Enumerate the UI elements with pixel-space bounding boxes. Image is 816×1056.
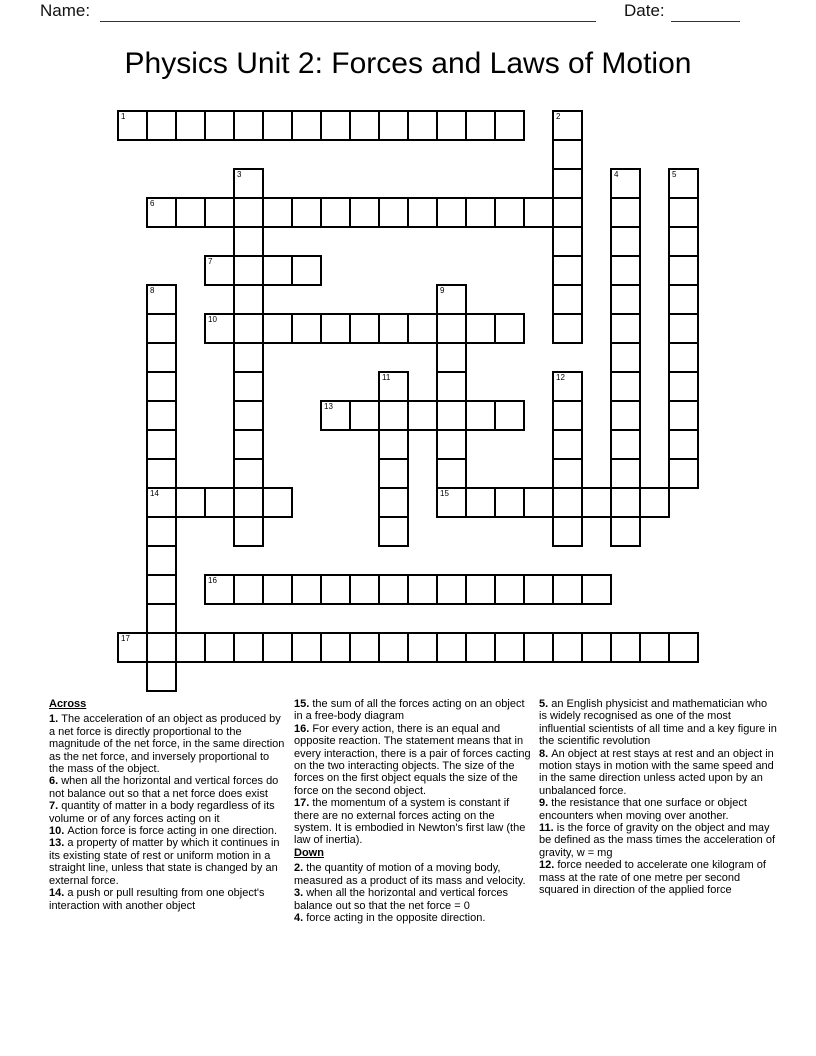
crossword-cell[interactable] bbox=[668, 197, 699, 228]
crossword-cell[interactable] bbox=[378, 516, 409, 547]
crossword-cell[interactable] bbox=[233, 574, 264, 605]
crossword-cell[interactable] bbox=[523, 632, 554, 663]
crossword-cell[interactable] bbox=[407, 313, 438, 344]
crossword-cell[interactable] bbox=[552, 139, 583, 170]
crossword-cell[interactable] bbox=[146, 110, 177, 141]
clue-list-number: 4. bbox=[294, 911, 307, 924]
clue-list-number: 17. bbox=[294, 797, 313, 810]
crossword-cell[interactable] bbox=[465, 632, 496, 663]
crossword-cell[interactable] bbox=[610, 429, 641, 460]
crossword-cell[interactable] bbox=[581, 487, 612, 518]
crossword-cell[interactable] bbox=[610, 458, 641, 489]
down-heading: Down bbox=[294, 846, 324, 859]
crossword-cell[interactable] bbox=[378, 400, 409, 431]
crossword-cell[interactable] bbox=[291, 255, 322, 286]
crossword-cell[interactable] bbox=[349, 632, 380, 663]
crossword-cell[interactable] bbox=[233, 255, 264, 286]
crossword-cell[interactable] bbox=[233, 400, 264, 431]
crossword-cell[interactable] bbox=[291, 110, 322, 141]
crossword-cell[interactable] bbox=[146, 487, 177, 518]
clue-list-number: 11. bbox=[539, 822, 557, 835]
crossword-cell[interactable] bbox=[436, 400, 467, 431]
crossword-cell[interactable] bbox=[407, 574, 438, 605]
crossword-cell[interactable] bbox=[146, 371, 177, 402]
crossword-cell[interactable] bbox=[378, 197, 409, 228]
crossword-cell[interactable] bbox=[291, 197, 322, 228]
crossword-cell[interactable] bbox=[407, 400, 438, 431]
crossword-cell[interactable] bbox=[668, 632, 699, 663]
crossword-cell[interactable] bbox=[552, 516, 583, 547]
crossword-cell[interactable] bbox=[465, 574, 496, 605]
crossword-cell[interactable] bbox=[668, 342, 699, 373]
crossword-cell[interactable] bbox=[610, 487, 641, 518]
crossword-cell[interactable] bbox=[233, 632, 264, 663]
crossword-cell[interactable] bbox=[262, 110, 293, 141]
crossword-cell[interactable] bbox=[407, 632, 438, 663]
crossword-cell[interactable] bbox=[146, 516, 177, 547]
clue-item: 17. the momentum of a system is constant if there are no external forces acting on the system. It is embodied in Newton's first law (the law of inertia). bbox=[294, 797, 526, 847]
clue-item: 11. is the force of gravity on the object and may be defined as the mass times the acceleration of gravity, w = mg bbox=[539, 822, 776, 859]
crossword-cell[interactable] bbox=[668, 168, 699, 199]
crossword-cell[interactable] bbox=[465, 400, 496, 431]
crossword-cell[interactable] bbox=[494, 632, 525, 663]
crossword-cell[interactable] bbox=[668, 371, 699, 402]
crossword-cell[interactable] bbox=[320, 313, 351, 344]
crossword-cell[interactable] bbox=[552, 371, 583, 402]
crossword-cell[interactable] bbox=[610, 255, 641, 286]
crossword-cell[interactable] bbox=[668, 313, 699, 344]
crossword-cell[interactable] bbox=[465, 110, 496, 141]
crossword-cell[interactable] bbox=[204, 110, 235, 141]
date-input-line[interactable] bbox=[671, 1, 740, 22]
clue-number: 1 bbox=[121, 112, 126, 121]
crossword-cell[interactable] bbox=[494, 110, 525, 141]
crossword-cell[interactable] bbox=[349, 400, 380, 431]
crossword-cell[interactable] bbox=[552, 168, 583, 199]
clue-column bbox=[49, 698, 287, 924]
crossword-cell[interactable] bbox=[262, 313, 293, 344]
clue-list-number: 14. bbox=[49, 887, 68, 900]
crossword-cell[interactable] bbox=[436, 487, 467, 518]
crossword-cell[interactable] bbox=[436, 574, 467, 605]
crossword-cell[interactable] bbox=[436, 284, 467, 315]
crossword-cell[interactable] bbox=[668, 400, 699, 431]
crossword-cell[interactable] bbox=[233, 487, 264, 518]
page-title: Physics Unit 2: Forces and Laws of Motion bbox=[124, 47, 692, 80]
crossword-cell[interactable] bbox=[175, 487, 206, 518]
crossword-cell[interactable] bbox=[436, 342, 467, 373]
crossword-cell[interactable] bbox=[175, 197, 206, 228]
crossword-cell[interactable] bbox=[204, 313, 235, 344]
crossword-cell[interactable] bbox=[320, 110, 351, 141]
clue-item: 14. a push or pull resulting from one object's interaction with another object bbox=[49, 887, 265, 912]
crossword-cell[interactable] bbox=[610, 168, 641, 199]
clue-list-number: 8. bbox=[539, 747, 552, 760]
crossword-cell[interactable] bbox=[639, 632, 670, 663]
clue-list-number: 10. bbox=[49, 825, 68, 838]
crossword-cell[interactable] bbox=[175, 110, 206, 141]
clue-list-number: 1. bbox=[49, 713, 62, 726]
clue-list-number: 7. bbox=[49, 800, 62, 813]
crossword-cell[interactable] bbox=[407, 197, 438, 228]
crossword-cell[interactable] bbox=[523, 574, 554, 605]
crossword-cell[interactable] bbox=[494, 574, 525, 605]
clue-number: 10 bbox=[208, 315, 217, 324]
crossword-cell[interactable] bbox=[378, 574, 409, 605]
crossword-cell[interactable] bbox=[146, 458, 177, 489]
clue-list-number: 6. bbox=[49, 775, 62, 788]
crossword-cell[interactable] bbox=[552, 226, 583, 257]
crossword-cell[interactable] bbox=[465, 197, 496, 228]
clue-number: 9 bbox=[440, 286, 445, 295]
crossword-cell[interactable] bbox=[610, 371, 641, 402]
name-input-line[interactable] bbox=[100, 1, 596, 22]
crossword-cell[interactable] bbox=[349, 197, 380, 228]
crossword-cell[interactable] bbox=[378, 632, 409, 663]
clue-number: 7 bbox=[208, 257, 213, 266]
crossword-cell[interactable] bbox=[291, 632, 322, 663]
crossword-cell[interactable] bbox=[378, 313, 409, 344]
crossword-cell[interactable] bbox=[610, 197, 641, 228]
clue-item: 9. the resistance that one surface or object encounters when moving over another. bbox=[539, 797, 747, 822]
crossword-cell[interactable] bbox=[436, 110, 467, 141]
crossword-cell[interactable] bbox=[146, 342, 177, 373]
name-label: Name: bbox=[40, 1, 91, 20]
crossword-cell[interactable] bbox=[581, 574, 612, 605]
crossword-cell[interactable] bbox=[494, 197, 525, 228]
crossword-cell[interactable] bbox=[378, 458, 409, 489]
crossword-cell[interactable] bbox=[146, 284, 177, 315]
crossword-cell[interactable] bbox=[233, 429, 264, 460]
crossword-cell[interactable] bbox=[610, 226, 641, 257]
crossword-cell[interactable] bbox=[436, 197, 467, 228]
across-heading: Across bbox=[49, 698, 87, 710]
crossword-cell[interactable] bbox=[320, 400, 351, 431]
crossword-cell[interactable] bbox=[610, 342, 641, 373]
clue-number: 3 bbox=[237, 170, 242, 179]
crossword-cell[interactable] bbox=[668, 284, 699, 315]
clue-item: 12. force needed to accelerate one kilogram of mass at the rate of one metre per second squared in direction of the applied force bbox=[539, 859, 766, 897]
clue-number: 2 bbox=[556, 112, 561, 121]
clue-list-number: 13. bbox=[49, 837, 68, 850]
crossword-cell[interactable] bbox=[262, 574, 293, 605]
clue-number: 13 bbox=[324, 402, 333, 411]
clue-item: 16. For every action, there is an equal and opposite reaction. The statement means that in every interaction, there is a pair of forces cacting on the two interacting objects. The size of the forces on the first object equals the size of the force on the second object. bbox=[294, 722, 531, 797]
clue-number: 12 bbox=[556, 373, 565, 382]
crossword-cell[interactable] bbox=[204, 255, 235, 286]
crossword-cell[interactable] bbox=[610, 284, 641, 315]
crossword-cell[interactable] bbox=[146, 197, 177, 228]
crossword-cell[interactable] bbox=[320, 574, 351, 605]
clue-number: 5 bbox=[672, 170, 677, 179]
crossword-cell[interactable] bbox=[204, 487, 235, 518]
crossword-cell[interactable] bbox=[204, 574, 235, 605]
crossword-cell[interactable] bbox=[233, 284, 264, 315]
clue-item: 6. when all the horizontal and vertical forces do not balance out so that a net force does exist bbox=[49, 775, 279, 800]
crossword-cell[interactable] bbox=[320, 632, 351, 663]
crossword-cell[interactable] bbox=[146, 313, 177, 344]
clue-number: 6 bbox=[150, 199, 155, 208]
clue-item: 3. when all the horizontal and vertical forces balance out so that the net force = 0 bbox=[294, 887, 509, 912]
crossword-cell[interactable] bbox=[262, 487, 293, 518]
clue-item: 1. The acceleration of an object as produced by a net force is directly proportional to the magnitude of the net force, in the same direction as the net force, and inversely proportional to the mass of the object. bbox=[49, 713, 285, 776]
crossword-cell[interactable] bbox=[668, 429, 699, 460]
crossword-cell[interactable] bbox=[523, 197, 554, 228]
clue-list-number: 5. bbox=[539, 698, 552, 710]
crossword-cell[interactable] bbox=[552, 313, 583, 344]
crossword-cell[interactable] bbox=[378, 487, 409, 518]
crossword-cell[interactable] bbox=[378, 429, 409, 460]
crossword-cell[interactable] bbox=[436, 313, 467, 344]
crossword-cell[interactable] bbox=[552, 574, 583, 605]
crossword-grid bbox=[117, 110, 699, 692]
crossword-cell[interactable] bbox=[146, 661, 177, 692]
crossword-cell[interactable] bbox=[117, 632, 148, 663]
clue-list-number: 2. bbox=[294, 862, 307, 875]
crossword-cell[interactable] bbox=[552, 197, 583, 228]
clue-number: 11 bbox=[382, 373, 391, 382]
crossword-cell[interactable] bbox=[436, 632, 467, 663]
crossword-cell[interactable] bbox=[436, 429, 467, 460]
crossword-cell[interactable] bbox=[262, 197, 293, 228]
crossword-cell[interactable] bbox=[320, 197, 351, 228]
crossword-cell[interactable] bbox=[291, 313, 322, 344]
clue-number: 15 bbox=[440, 489, 449, 498]
crossword-cell[interactable] bbox=[523, 487, 554, 518]
clue-item: 4. force acting in the opposite direction. bbox=[294, 911, 486, 924]
clue-item: 5. an English physicist and mathematician who is widely recognised as one of the most influential scientists of all time and a key figure in the scientific revolution bbox=[539, 698, 777, 748]
clue-column bbox=[539, 698, 777, 924]
crossword-cell[interactable] bbox=[668, 255, 699, 286]
crossword-cell[interactable] bbox=[436, 371, 467, 402]
crossword-cell[interactable] bbox=[639, 487, 670, 518]
crossword-cell[interactable] bbox=[233, 458, 264, 489]
crossword-cell[interactable] bbox=[378, 110, 409, 141]
crossword-cell[interactable] bbox=[233, 226, 264, 257]
clue-item: 13. a property of matter by which it continues in its existing state of rest or uniform motion in a straight line, unless that state is changed by an external force. bbox=[49, 837, 280, 887]
crossword-cell[interactable] bbox=[262, 255, 293, 286]
crossword-cell[interactable] bbox=[668, 458, 699, 489]
crossword-cell[interactable] bbox=[552, 632, 583, 663]
crossword-cell[interactable] bbox=[465, 313, 496, 344]
clue-item: 2. the quantity of motion of a moving body, measured as a product of its mass and velocity. bbox=[294, 862, 526, 887]
crossword-cell[interactable] bbox=[233, 313, 264, 344]
clue-number: 4 bbox=[614, 170, 619, 179]
crossword-cell[interactable] bbox=[494, 487, 525, 518]
crossword-cell[interactable] bbox=[117, 110, 148, 141]
clue-list-number: 15. bbox=[294, 698, 313, 710]
crossword-cell[interactable] bbox=[552, 429, 583, 460]
clue-list-number: 12. bbox=[539, 859, 558, 872]
crossword-cell[interactable] bbox=[233, 197, 264, 228]
clue-number: 17 bbox=[121, 634, 130, 643]
crossword-cell[interactable] bbox=[552, 284, 583, 315]
crossword-cell[interactable] bbox=[146, 400, 177, 431]
clue-list-number: 9. bbox=[539, 797, 552, 810]
crossword-cell[interactable] bbox=[378, 371, 409, 402]
clue-item: 7. quantity of matter in a body regardless of its volume or of any forces acting on it bbox=[49, 800, 275, 825]
crossword-cell[interactable] bbox=[146, 574, 177, 605]
crossword-cell[interactable] bbox=[465, 487, 496, 518]
crossword-cell[interactable] bbox=[262, 632, 293, 663]
crossword-cell[interactable] bbox=[233, 168, 264, 199]
crossword-cell[interactable] bbox=[552, 255, 583, 286]
crossword-cell[interactable] bbox=[146, 545, 177, 576]
crossword-cell[interactable] bbox=[581, 632, 612, 663]
crossword-cell[interactable] bbox=[146, 603, 177, 634]
crossword-cell[interactable] bbox=[349, 313, 380, 344]
crossword-cell[interactable] bbox=[146, 429, 177, 460]
crossword-cell[interactable] bbox=[233, 516, 264, 547]
crossword-cell[interactable] bbox=[668, 226, 699, 257]
clue-item: 10. Action force is force acting in one direction. bbox=[49, 825, 278, 838]
crossword-cell[interactable] bbox=[494, 313, 525, 344]
clue-item: 8. An object at rest stays at rest and an object in motion stays in motion with the same speed and in the same direction unless acted upon by an unbalanced force. bbox=[539, 747, 774, 797]
crossword-cell[interactable] bbox=[146, 632, 177, 663]
crossword-cell[interactable] bbox=[552, 458, 583, 489]
clue-column bbox=[294, 698, 532, 924]
crossword-cell[interactable] bbox=[291, 574, 322, 605]
crossword-cell[interactable] bbox=[349, 574, 380, 605]
crossword-cell[interactable] bbox=[610, 516, 641, 547]
clue-number: 14 bbox=[150, 489, 159, 498]
crossword-cell[interactable] bbox=[204, 632, 235, 663]
crossword-cell[interactable] bbox=[233, 110, 264, 141]
crossword-cell[interactable] bbox=[204, 197, 235, 228]
crossword-cell[interactable] bbox=[436, 458, 467, 489]
crossword-cell[interactable] bbox=[552, 400, 583, 431]
clue-item: 15. the sum of all the forces acting on an object in a free-body diagram bbox=[294, 698, 525, 723]
crossword-cell[interactable] bbox=[407, 110, 438, 141]
clue-list-number: 16. bbox=[294, 722, 313, 735]
crossword-cell[interactable] bbox=[233, 342, 264, 373]
clue-list-number: 3. bbox=[294, 887, 307, 900]
clue-section bbox=[49, 698, 779, 924]
crossword-cell[interactable] bbox=[610, 313, 641, 344]
crossword-cell[interactable] bbox=[233, 371, 264, 402]
clue-number: 16 bbox=[208, 576, 217, 585]
crossword-cell[interactable] bbox=[552, 110, 583, 141]
crossword-cell[interactable] bbox=[349, 110, 380, 141]
date-label: Date: bbox=[624, 1, 665, 20]
crossword-cell[interactable] bbox=[552, 487, 583, 518]
crossword-cell[interactable] bbox=[610, 632, 641, 663]
clue-number: 8 bbox=[150, 286, 155, 295]
crossword-cell[interactable] bbox=[175, 632, 206, 663]
crossword-cell[interactable] bbox=[494, 400, 525, 431]
crossword-cell[interactable] bbox=[610, 400, 641, 431]
